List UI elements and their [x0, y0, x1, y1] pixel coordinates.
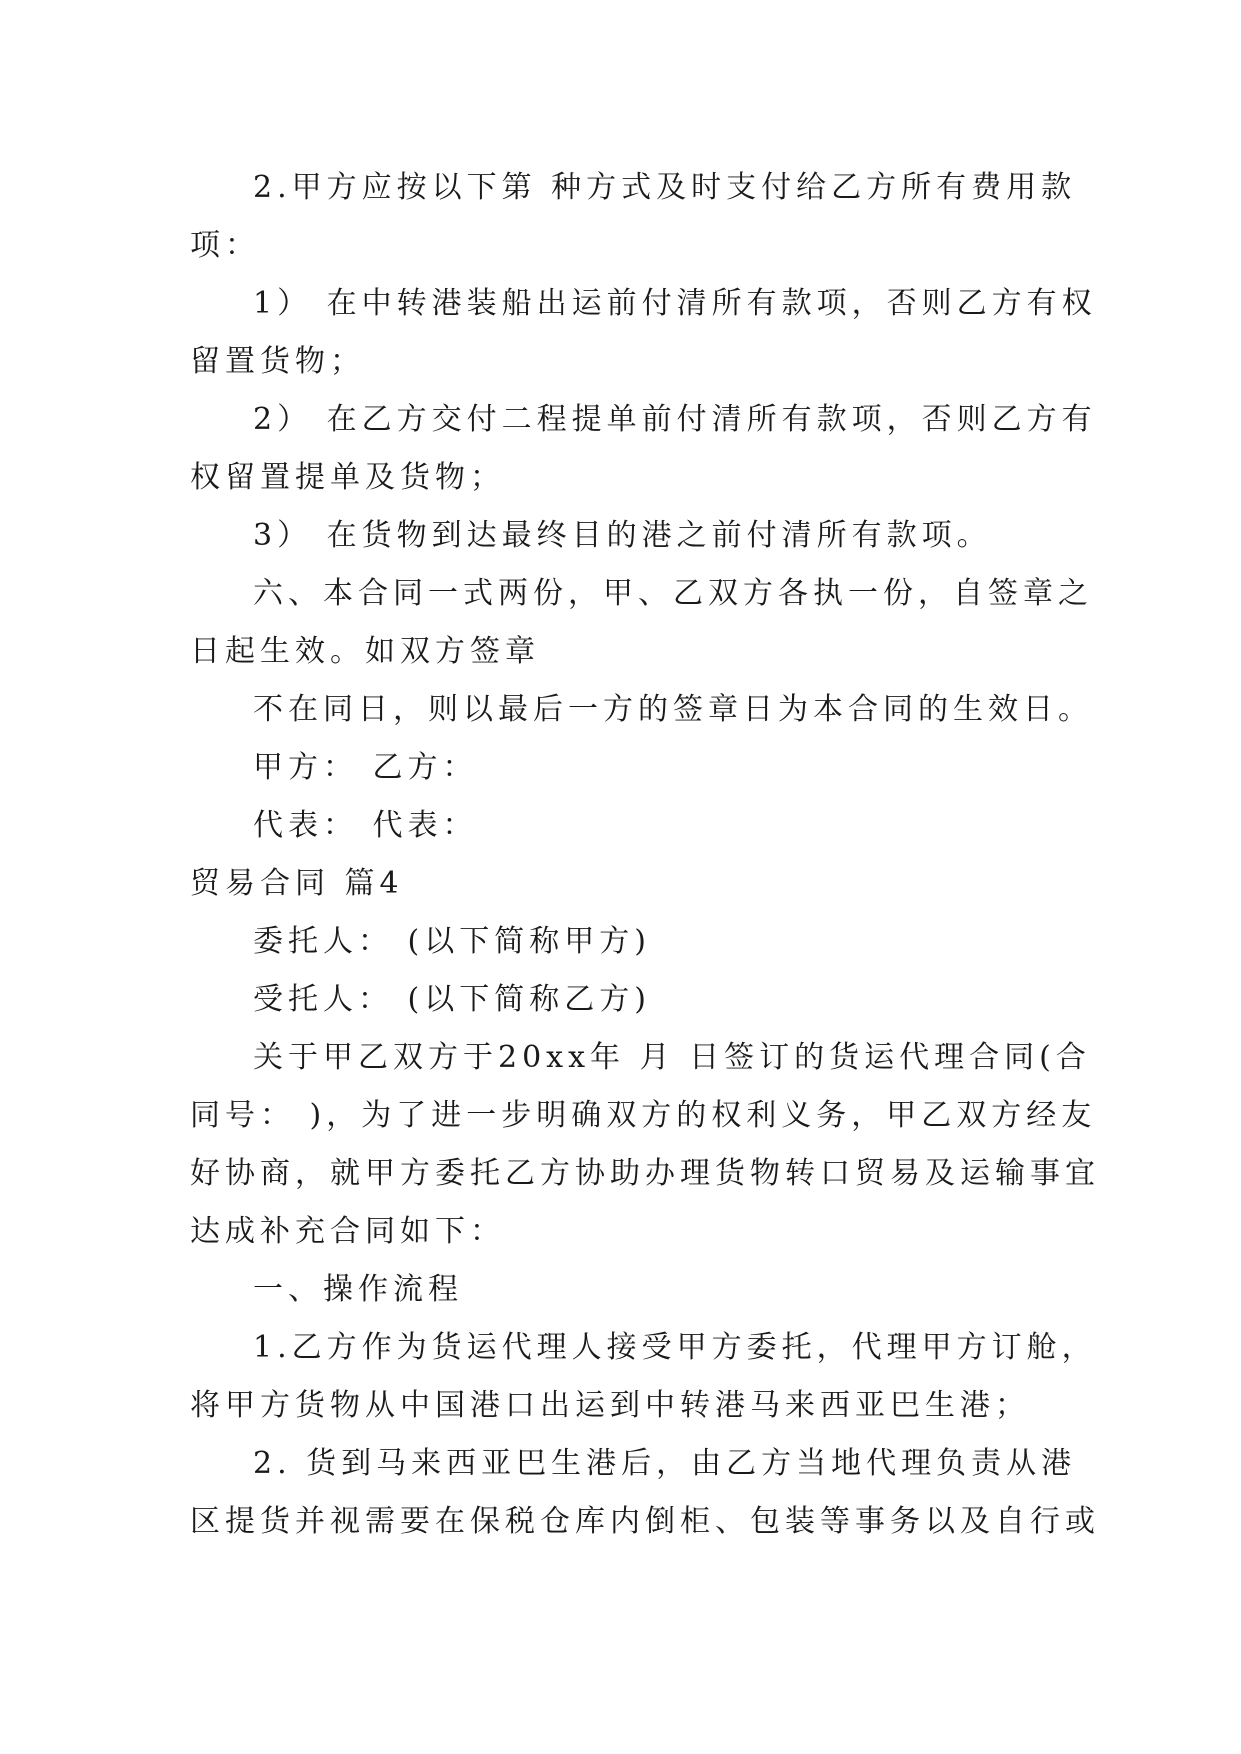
text-line: 不在同日，则以最后一方的签章日为本合同的生效日。 — [253, 692, 1093, 727]
text-line: 委托人： (以下简称甲方) — [253, 924, 651, 959]
text-line: 权留置提单及货物； — [190, 460, 505, 495]
text-line: 关于甲乙双方于20xx年 月 日签订的货运代理合同(合 — [253, 1040, 1091, 1075]
text-line: 项： — [190, 228, 260, 263]
text-line: 一、操作流程 — [253, 1272, 463, 1307]
text-line: 留置货物； — [190, 344, 365, 379]
text-line: 受托人： (以下简称乙方) — [253, 982, 651, 1017]
section-heading: 贸易合同 篇4 — [190, 866, 404, 901]
text-line: 1.乙方作为货运代理人接受甲方委托，代理甲方订舱， — [253, 1330, 1097, 1365]
text-line: 将甲方货物从中国港口出运到中转港马来西亚巴生港； — [190, 1388, 1030, 1423]
text-line: 1） 在中转港装船出运前付清所有款项，否则乙方有权 — [253, 286, 1097, 321]
text-line: 2. 货到马来西亚巴生港后，由乙方当地代理负责从港 — [253, 1446, 1077, 1481]
text-line: 日起生效。如双方签章 — [190, 634, 540, 669]
text-line: 六、本合同一式两份，甲、乙双方各执一份，自签章之 — [253, 576, 1093, 611]
signature-party-line: 甲方： 乙方： — [253, 750, 478, 785]
text-line: 3） 在货物到达最终目的港之前付清所有款项。 — [253, 518, 992, 553]
text-line: 达成补充合同如下： — [190, 1214, 505, 1249]
signature-representative-line: 代表： 代表： — [253, 808, 478, 843]
text-line: 2.甲方应按以下第 种方式及时支付给乙方所有费用款 — [253, 170, 1077, 205]
text-line: 2） 在乙方交付二程提单前付清所有款项，否则乙方有 — [253, 402, 1097, 437]
text-line: 同号： )，为了进一步明确双方的权利义务，甲乙双方经友 — [190, 1098, 1097, 1133]
text-line: 区提货并视需要在保税仓库内倒柜、包装等事务以及自行或 — [190, 1504, 1100, 1539]
text-line: 好协商，就甲方委托乙方协助办理货物转口贸易及运输事宜 — [190, 1156, 1100, 1191]
